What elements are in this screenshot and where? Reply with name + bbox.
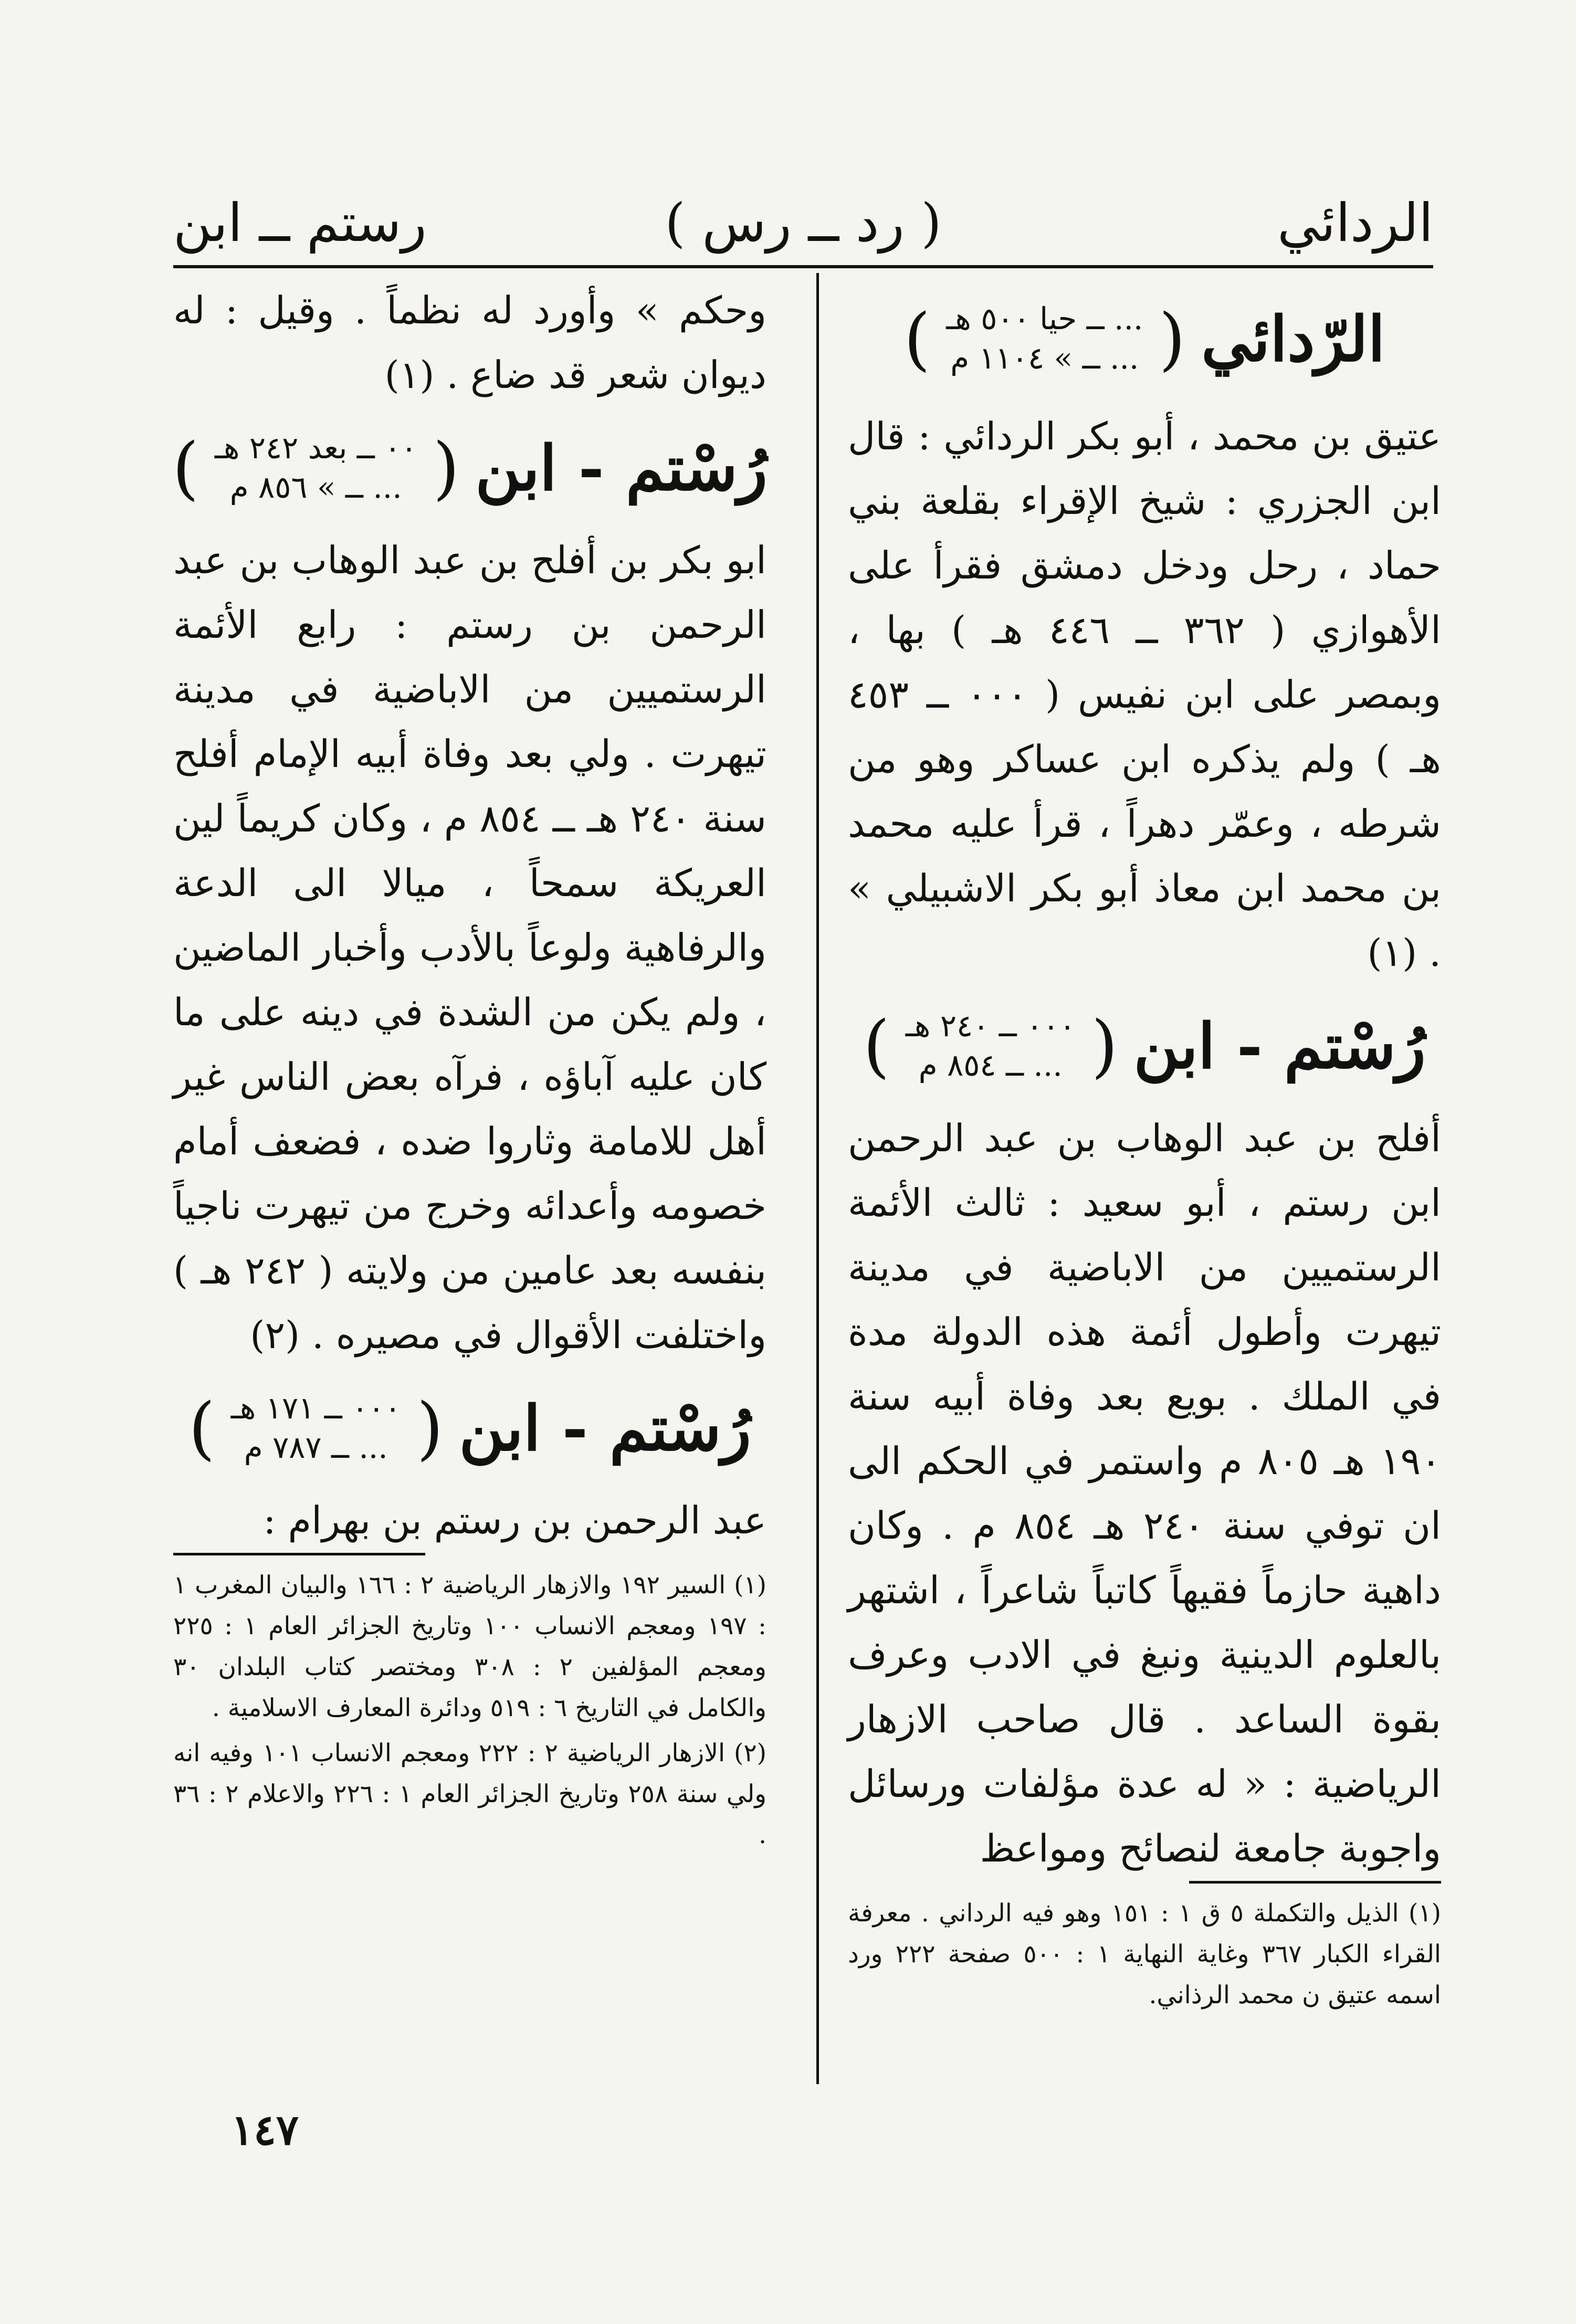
header-right: الردائي [1277, 192, 1433, 254]
footnote: (١) السير ١٩٢ والازهار الرياضية ٢ : ١٦٦ والبيان المغرب ١ : ١٩٧ ومعجم الانساب ١٠٠ وتاريخ الجزائر العام ١ : ٢٢٥ ومعجم المؤلفين ٢ : ٣٠٨ ومختصر كتاب البلدان ٣٠ والكامل في التاريخ ٦ : ٥١٩ ودائرة المعارف الاسلامية . [173, 1571, 766, 1722]
footnote: (٢) الازهار الرياضية ٢ : ٢٢٢ ومعجم الانساب ١٠١ وفيه انه ولي سنة ٢٥٨ وتاريخ الجزائر العام ١ : ٢٢٦ والاعلام ٢ : ٣٦ . [173, 1739, 766, 1849]
entry-heading-rustam-aflah [848, 985, 1441, 1106]
entry-heading-rustam-abdulrahman [173, 1368, 766, 1488]
footnote-rule [173, 1553, 425, 1555]
entry-dates [906, 1006, 1076, 1085]
header-rule [173, 265, 1433, 268]
entry-dates [946, 299, 1143, 378]
footnotes [848, 1893, 1441, 2016]
open-paren: ( [1091, 1006, 1118, 1086]
close-paren: ) [863, 1006, 890, 1086]
date-hijri: ٠٠٠ ــ ١٧١ هـ [230, 1390, 401, 1426]
entry-text: عتيق بن محمد ، أبو بكر الردائي : قال ابن الجزري : شيخ الإقراء بقلعة بني حماد ، رحل ودخل دمشق فقرأ على الأهوازي ( ٣٦٢ ــ ٤٤٦ هـ ) بها ، وبمصر على ابن نفيس ( ٠٠٠ ــ ٤٥٣ هـ ) ولم يذكره ابن عساكر وهو من شرطه ، وعمّر دهراً ، قرأ عليه محمد بن محمد ابن معاذ أبو بكر الاشبيلي » . (١) [848, 414, 1441, 975]
page-number: ١٤٧ [231, 2105, 299, 2154]
entry-name: الرّدائي [1201, 302, 1385, 375]
entry-text: عبد الرحمن بن رستم بن بهرام : [263, 1498, 766, 1542]
header-left: رستم ــ ابن [173, 192, 427, 254]
continuation-text: وحكم » وأورد له نظماً . وقيل : له ديوان شعر قد ضاع . (١) [173, 288, 766, 397]
footnotes [173, 1565, 766, 1856]
entry-text: ابو بكر بن أفلح بن عبد الوهاب بن عبد الرحمن بن رستم : رابع الأئمة الرستميين من الاباضية في مدينة تيهرت . ولي بعد وفاة أبيه الإمام أفلح سنة ٢٤٠ هـ ــ ٨٥٤ م ، وكان كريماً لين العريكة سمحاً ، ميالا الى الدعة والرفاهية ولوعاً بالأدب وأخبار الماضين ، ولم يكن من الشدة في دينه على ما كان عليه آباؤه ، فرآه بعض الناس غير أهل للامامة وثاروا ضده ، فضعف أمام خصومه وأعدائه وخرج من تيهرت ناجياً بنفسه بعد عامين من ولايته ( ٢٤٢ هـ ) واختلفت الأقوال في مصيره . (٢) [173, 538, 767, 1357]
footnote: (١) الذيل والتكملة ٥ ق ١ : ١٥١ وهو فيه الرداني . معرفة القراء الكبار ٣٦٧ وغاية النهاية ١ : ٥٠٠ صفحة ٢٢٢ ورد اسمه عتيق ن محمد الرذاني. [848, 1899, 1441, 2010]
close-paren: ) [188, 1388, 215, 1468]
entry-name: رُسْتم - ابن [459, 1391, 751, 1465]
open-paren: ( [416, 1388, 444, 1468]
entry-name: رُسْتم - ابن [1133, 1009, 1426, 1082]
date-gregorian: ... ــ » ١١٠٤ م [950, 340, 1139, 376]
close-paren: ) [903, 299, 931, 378]
open-paren: ( [433, 428, 460, 508]
date-gregorian: ... ــ ٧٨٧ م [244, 1429, 388, 1465]
date-gregorian: ... ــ ٨٥٤ م [918, 1047, 1063, 1083]
column-divider [816, 273, 819, 2084]
left-column [173, 278, 766, 1860]
running-header [173, 184, 1433, 262]
close-paren: ) [172, 428, 199, 508]
entry-dates [215, 428, 417, 507]
footnote-rule [1189, 1881, 1441, 1884]
entry-name: رُسْتم - ابن [475, 431, 768, 504]
open-paren: ( [1159, 299, 1186, 378]
header-center: ( رد ــ رس ) [665, 192, 942, 254]
date-gregorian: ... ــ » ٨٥٦ م [229, 469, 402, 505]
right-column [848, 278, 1441, 2020]
entry-text: أفلح بن عبد الوهاب بن عبد الرحمن ابن رستم ، أبو سعيد : ثالث الأئمة الرستميين من الاباضية في مدينة تيهرت وأطول أئمة هذه الدولة مدة في الملك . بويع بعد وفاة أبيه سنة ١٩٠ هـ ٨٠٥ م واستمر في الحكم الى ان توفي سنة ٢٤٠ هـ ٨٥٤ م . وكان داهية حازماً فقيهاً كاتباً شاعراً ، اشتهر بالعلوم الدينية ونبغ في الادب وعرف بقوة الساعد . قال صاحب الازهار الرياضية : « له عدة مؤلفات ورسائل واجوبة جامعة لنصائح ومواعظ [848, 1116, 1442, 1870]
entry-heading-radaei [848, 278, 1441, 399]
entry-heading-rustam-abubakr [173, 407, 766, 528]
date-hijri: ٠٠ ــ بعد ٢٤٢ هـ [214, 430, 417, 466]
entry-dates [231, 1389, 401, 1467]
date-hijri: ... ــ حيا ٥٠٠ هـ [946, 301, 1143, 336]
date-hijri: ٠٠٠ ــ ٢٤٠ هـ [905, 1008, 1076, 1044]
